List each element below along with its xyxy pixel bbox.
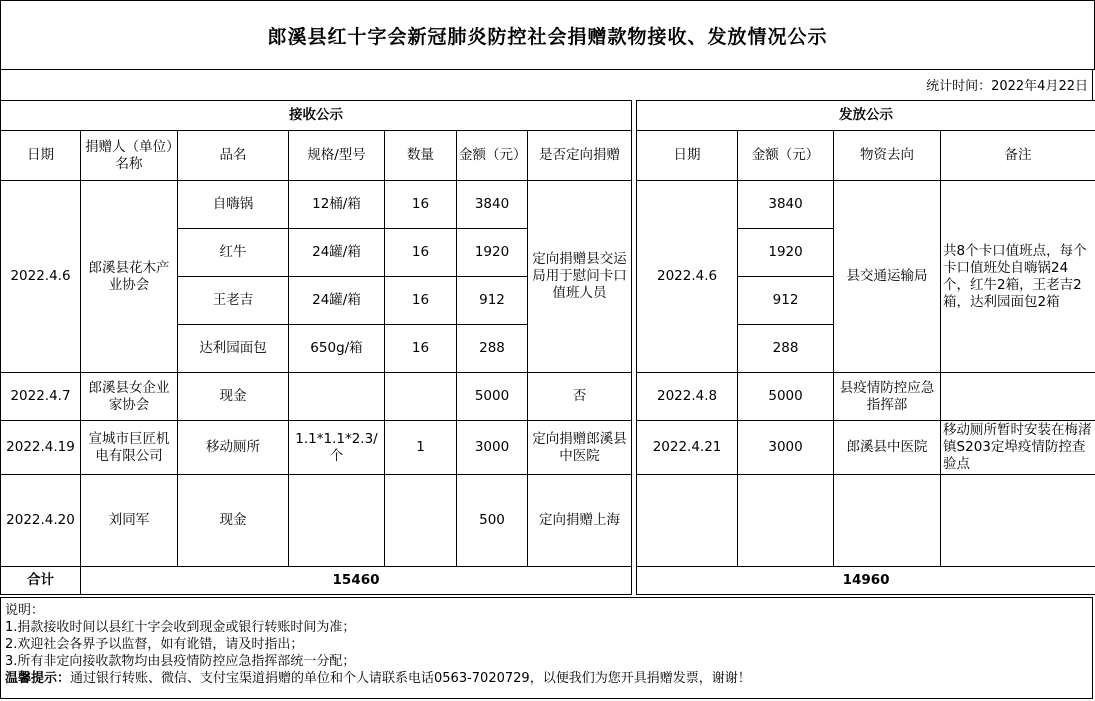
quantity-cell: 16 bbox=[385, 229, 457, 277]
receive-date-cell: 2022.4.20 bbox=[1, 475, 81, 567]
amount-cell: 288 bbox=[457, 325, 528, 373]
note-line: 3.所有非定向接收款物均由县疫情防控应急指挥部统一分配； bbox=[5, 654, 356, 669]
distribute-date-cell bbox=[637, 475, 738, 567]
col-header-destination: 物资去向 bbox=[834, 131, 941, 181]
col-header-remark: 备注 bbox=[941, 131, 1095, 181]
item-name-cell: 自嗨锅 bbox=[178, 181, 289, 229]
amount-cell: 3840 bbox=[457, 181, 528, 229]
distribute-date-cell: 2022.4.8 bbox=[637, 373, 738, 421]
donor-cell: 宣城市巨匠机电有限公司 bbox=[81, 421, 178, 475]
quantity-cell: 16 bbox=[385, 325, 457, 373]
table-row bbox=[1, 181, 1095, 229]
destination-cell bbox=[834, 475, 941, 567]
table-row bbox=[1, 421, 1095, 475]
spec-cell: 12桶/箱 bbox=[289, 181, 385, 229]
item-name-cell: 达利园面包 bbox=[178, 325, 289, 373]
receive-date-cell: 2022.4.6 bbox=[1, 181, 81, 373]
distribute-total: 14960 bbox=[637, 567, 1095, 595]
quantity-cell bbox=[385, 475, 457, 567]
amount-cell: 500 bbox=[457, 475, 528, 567]
item-name-cell: 王老吉 bbox=[178, 277, 289, 325]
note-line: 2.欢迎社会各界予以监督，如有讹错，请及时指出； bbox=[5, 637, 304, 652]
spec-cell: 650g/箱 bbox=[289, 325, 385, 373]
distribute-amount-cell: 5000 bbox=[738, 373, 834, 421]
directed-cell: 否 bbox=[528, 373, 632, 421]
quantity-cell bbox=[385, 373, 457, 421]
distribute-section-header: 发放公示 bbox=[637, 101, 1095, 131]
receive-section-header: 接收公示 bbox=[1, 101, 632, 131]
distribute-amount-cell: 1920 bbox=[738, 229, 834, 277]
amount-cell: 3000 bbox=[457, 421, 528, 475]
tip-label: 温馨提示： bbox=[5, 671, 71, 686]
spec-cell: 24罐/箱 bbox=[289, 229, 385, 277]
receive-date-cell: 2022.4.19 bbox=[1, 421, 81, 475]
amount-cell: 5000 bbox=[457, 373, 528, 421]
distribute-amount-cell bbox=[738, 475, 834, 567]
col-header-distribute-date: 日期 bbox=[637, 131, 738, 181]
remark-cell bbox=[941, 373, 1095, 421]
donor-cell: 郎溪县花木产业协会 bbox=[81, 181, 178, 373]
col-header-item-name: 品名 bbox=[178, 131, 289, 181]
directed-cell: 定向捐赠郎溪县中医院 bbox=[528, 421, 632, 475]
quantity-cell: 1 bbox=[385, 421, 457, 475]
directed-cell: 定向捐赠上海 bbox=[528, 475, 632, 567]
receive-total: 15460 bbox=[81, 567, 632, 595]
receive-date-cell: 2022.4.7 bbox=[1, 373, 81, 421]
spec-cell: 1.1*1.1*2.3/个 bbox=[289, 421, 385, 475]
col-header-amount: 金额（元） bbox=[457, 131, 528, 181]
spec-cell: 24罐/箱 bbox=[289, 277, 385, 325]
col-header-donor: 捐赠人（单位）名称 bbox=[81, 131, 178, 181]
tip-line bbox=[5, 670, 1092, 687]
donor-cell: 刘同军 bbox=[81, 475, 178, 567]
quantity-cell: 16 bbox=[385, 277, 457, 325]
distribute-amount-cell: 288 bbox=[738, 325, 834, 373]
table-row bbox=[1, 373, 1095, 421]
destination-cell: 县疫情防控应急指挥部 bbox=[834, 373, 941, 421]
distribute-date-cell: 2022.4.6 bbox=[637, 181, 738, 373]
page-title: 郎溪县红十字会新冠肺炎防控社会捐赠款物接收、发放情况公示 bbox=[0, 0, 1095, 70]
spec-cell bbox=[289, 475, 385, 567]
distribute-amount-cell: 3840 bbox=[738, 181, 834, 229]
directed-cell: 定向捐赠县交运局用于慰问卡口值班人员 bbox=[528, 181, 632, 373]
spec-cell bbox=[289, 373, 385, 421]
item-name-cell: 现金 bbox=[178, 373, 289, 421]
note-line: 1.捐款接收时间以县红十字会收到现金或银行转账时间为准； bbox=[5, 620, 356, 635]
quantity-cell: 16 bbox=[385, 181, 457, 229]
tip-text: 通过银行转账、微信、支付宝渠道捐赠的单位和个人请联系电话0563-7020729，以便我们为您开具捐赠发票，谢谢！ bbox=[70, 671, 751, 686]
col-header-distribute-amount: 金额（元） bbox=[738, 131, 834, 181]
notes-section bbox=[0, 597, 1093, 699]
item-name-cell: 红牛 bbox=[178, 229, 289, 277]
col-header-quantity: 数量 bbox=[385, 131, 457, 181]
distribute-date-cell: 2022.4.21 bbox=[637, 421, 738, 475]
item-name-cell: 现金 bbox=[178, 475, 289, 567]
item-name-cell: 移动厕所 bbox=[178, 421, 289, 475]
remark-cell: 共8个卡口值班点，每个卡口值班处自嗨锅24个，红牛2箱，王老吉2箱，达利园面包2箱 bbox=[941, 181, 1095, 373]
total-label: 合计 bbox=[1, 567, 81, 595]
statistics-time: 统计时间：2022年4月22日 bbox=[0, 69, 1093, 100]
col-header-receive-date: 日期 bbox=[1, 131, 81, 181]
distribute-amount-cell: 3000 bbox=[738, 421, 834, 475]
amount-cell: 1920 bbox=[457, 229, 528, 277]
destination-cell: 县交通运输局 bbox=[834, 181, 941, 373]
table-row bbox=[1, 475, 1095, 567]
amount-cell: 912 bbox=[457, 277, 528, 325]
donation-table bbox=[0, 100, 1095, 595]
remark-cell bbox=[941, 475, 1095, 567]
total-row bbox=[1, 567, 1095, 595]
destination-cell: 郎溪县中医院 bbox=[834, 421, 941, 475]
notes-heading: 说明： bbox=[5, 603, 45, 618]
donor-cell: 郎溪县女企业家协会 bbox=[81, 373, 178, 421]
col-header-spec: 规格/型号 bbox=[289, 131, 385, 181]
remark-cell: 移动厕所暂时安装在梅渚镇S203定埠疫情防控查验点 bbox=[941, 421, 1095, 475]
col-header-directed: 是否定向捐赠 bbox=[528, 131, 632, 181]
distribute-amount-cell: 912 bbox=[738, 277, 834, 325]
